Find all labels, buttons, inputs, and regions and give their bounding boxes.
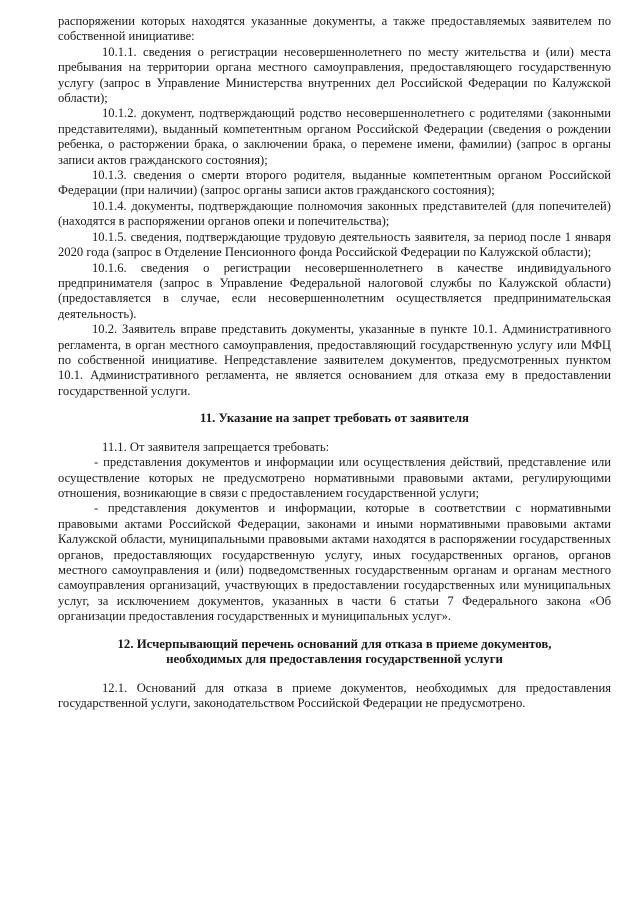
paragraph-11-1: 11.1. От заявителя запрещается требовать: <box>102 439 330 454</box>
paragraph-10-1-2: 10.1.2. документ, подтверждающий родство несовершеннолетнего с родителями (законными представителями), выданный компетентным органом Российской Федерации (сведения о рождении ребенка, о расторжении брака, о заключении брака, о перемене имени, фамилии) (запрос в органы записи актов гражданского состояния); <box>58 106 611 167</box>
spacer <box>58 399 611 411</box>
paragraph-10-2: 10.2. Заявитель вправе представить документы, указанные в пункте 10.1. Административного регламента, в орган местного самоуправления, предоставляющий государственную услугу или МФЦ по собственной инициативе. Непредставление заявителем документов, предусмотренных пунктом 10.1. Административного регламента, не является основанием для отказа ему в предоставлении государственной услуги. <box>58 322 611 398</box>
paragraph-10-1-6: 10.1.6. сведения о регистрации несовершеннолетнего в качестве индивидуального предпринимателя (запрос в Управление Федеральной налоговой службы по Калужской области) (предоставляется в случае, если несовершеннолетним осуществляется предпринимательская деятельность). <box>58 260 611 321</box>
section-heading-12-line-2: необходимых для предоставления государственной услуги <box>166 652 503 667</box>
paragraph-intro: распоряжении которых находятся указанные документы, а также предоставляемых заявителем по собственной инициативе: <box>58 14 611 44</box>
paragraph-11-dash-1: - представления документов и информации или осуществления действий, представление или осуществление которых не предусмотрено нормативными правовыми актами, регулирующими отношения, возникающие в связи с предоставлением государственной услуги; <box>58 455 611 500</box>
section-heading-12-line-1: 12. Исчерпывающий перечень оснований для отказа в приеме документов, <box>117 636 552 651</box>
paragraph-10-1-3: 10.1.3. сведения о смерти второго родителя, выданные компетентным органом Российской Федерации (при наличии) (запрос органы записи актов гражданского состояния); <box>58 168 611 198</box>
paragraph-11-dash-2: - представления документов и информации, которые в соответствии с нормативными правовыми актами Российской Федерации, законами и иными нормативными правовыми актами Калужской области, муниципальными правовыми актами находятся в распоряжении государственных органов, предоставляющих государственную услугу, иных государственных органов, органов местного самоуправления и (или) подведомственных государственным органам и органам местного самоуправления организаций, участвующих в предоставлении государственных или муниципальных услуг, за исключением документов, указанных в части 6 статьи 7 Федерального закона «Об организации предоставления государственных и муниципальных услуг». <box>58 501 611 624</box>
paragraph-10-1-4: 10.1.4. документы, подтверждающие полномочия законных представителей (для попечителей) (находятся в распоряжении органов опеки и попечительства); <box>58 198 611 229</box>
paragraph-12-1: 12.1. Оснований для отказа в приеме документов, необходимых для предоставления государственной услуги, законодательством Российской Федерации не предусмотрено. <box>58 680 611 711</box>
spacer <box>58 668 611 681</box>
paragraph-10-1-5: 10.1.5. сведения, подтверждающие трудовую деятельность заявителя, за период после 1 января 2020 года (запрос в Отделение Пенсионного фонда Российской Федерации по Калужской области); <box>58 229 611 260</box>
spacer <box>58 625 611 637</box>
section-heading-12 <box>58 637 611 668</box>
section-heading-11: 11. Указание на запрет требовать от заявителя <box>200 411 469 426</box>
spacer <box>58 427 611 440</box>
paragraph-10-1-1: 10.1.1. сведения о регистрации несовершеннолетнего по месту жительства и (или) места пребывания на территории органа местного самоуправления, предоставляющего государственную услугу (запрос в Управление Министерства внутренних дел Российской Федерации по Калужской области); <box>58 44 611 106</box>
